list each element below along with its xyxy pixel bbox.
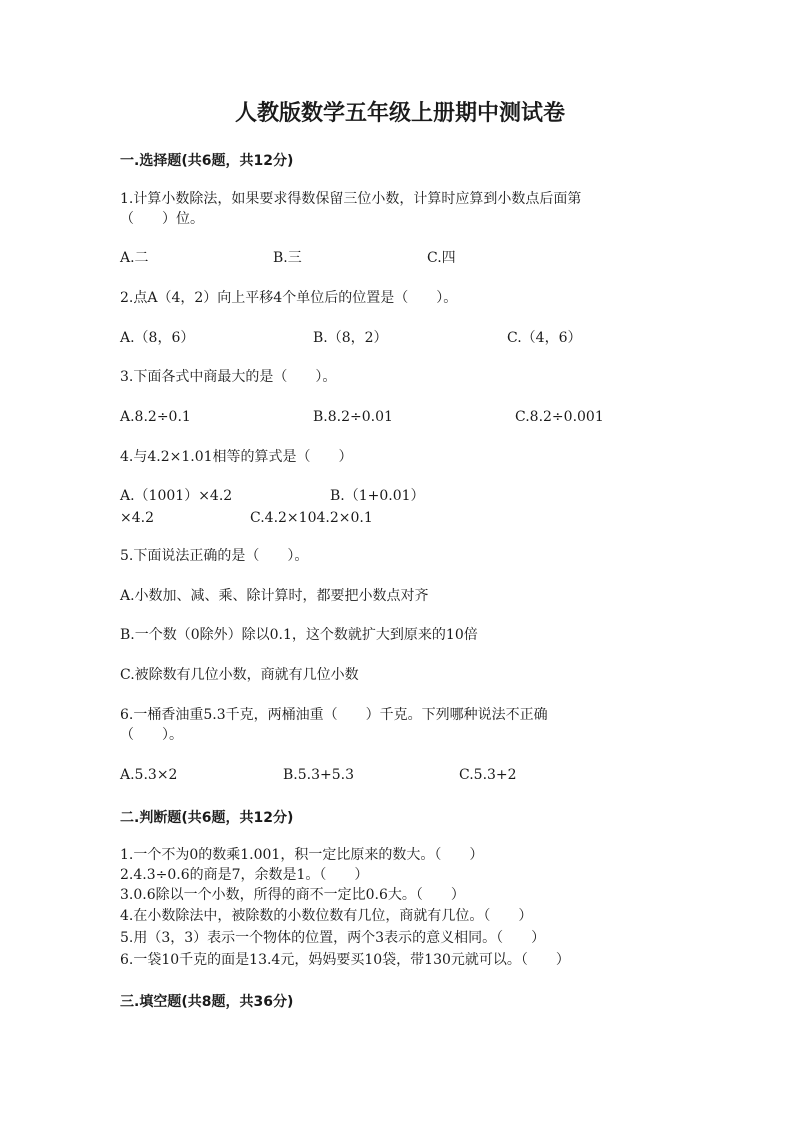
question-4-stem: 4.与4.2×1.01相等的算式是（ ） <box>120 449 353 465</box>
judgment-item-2: 2.4.3÷0.6的商是7，余数是1。（ ） <box>120 867 369 883</box>
judgment-item-4: 4.在小数除法中，被除数的小数位数有几位，商就有几位。（ ） <box>120 908 533 924</box>
judgment-item-1: 1.一个不为0的数乘1.001，积一定比原来的数大。（ ） <box>120 847 484 863</box>
judgment-item-3: 3.0.6除以一个小数，所得的商不一定比0.6大。（ ） <box>120 887 465 903</box>
question-6-option-a: A.5.3×2 <box>120 767 178 783</box>
question-6-line2: （ ）。 <box>120 727 183 743</box>
judgment-item-5: 5.用（3，3）表示一个物体的位置，两个3表示的意义相同。（ ） <box>120 930 546 946</box>
question-6-option-b: B.5.3+5.3 <box>283 767 354 783</box>
question-2-option-c: C.（4，6） <box>507 330 582 346</box>
question-5-stem: 5.下面说法正确的是（ ）。 <box>120 548 309 564</box>
question-2-option-a: A.（8，6） <box>120 330 195 346</box>
section-heading-fill-in: 三.填空题(共8题，共36分) <box>120 994 294 1010</box>
question-3-stem: 3.下面各式中商最大的是（ ）。 <box>120 369 337 385</box>
question-5-option-a: A.小数加、减、乘、除计算时，都要把小数点对齐 <box>120 588 429 604</box>
question-2-stem: 2.点A（4，2）向上平移4个单位后的位置是（ ）。 <box>120 290 458 306</box>
question-4-option-b-cont: ×4.2 <box>120 510 154 526</box>
question-3-option-c: C.8.2÷0.001 <box>515 409 604 425</box>
judgment-item-6: 6.一袋10千克的面是13.4元，妈妈要买10袋，带130元就可以。（ ） <box>120 952 570 968</box>
question-4-option-a: A.（1001）×4.2 <box>120 488 233 504</box>
question-1-option-b: B.三 <box>273 250 302 266</box>
question-2-option-b: B.（8，2） <box>313 330 388 346</box>
section-heading-choice: 一.选择题(共6题，共12分) <box>120 153 294 169</box>
question-3-option-b: B.8.2÷0.01 <box>313 409 393 425</box>
question-4-option-c: C.4.2×104.2×0.1 <box>250 510 373 526</box>
question-5-option-c: C.被除数有几位小数，商就有几位小数 <box>120 667 359 683</box>
question-6-option-c: C.5.3+2 <box>459 767 517 783</box>
section-heading-judgment: 二.判断题(共6题，共12分) <box>120 810 294 826</box>
question-4-option-b: B.（1+0.01） <box>330 488 425 504</box>
question-6-line1: 6.一桶香油重5.3千克，两桶油重（ ）千克。下列哪种说法不正确 <box>120 707 548 723</box>
page-title: 人教版数学五年级上册期中测试卷 <box>234 101 565 126</box>
question-1-option-a: A.二 <box>120 250 149 266</box>
question-1-line1: 1.计算小数除法，如果要求得数保留三位小数，计算时应算到小数点后面第 <box>120 191 582 207</box>
question-1-line2: （ ）位。 <box>120 211 204 227</box>
question-1-option-c: C.四 <box>427 250 456 266</box>
question-5-option-b: B.一个数（0除外）除以0.1，这个数就扩大到原来的10倍 <box>120 627 478 643</box>
question-3-option-a: A.8.2÷0.1 <box>120 409 191 425</box>
